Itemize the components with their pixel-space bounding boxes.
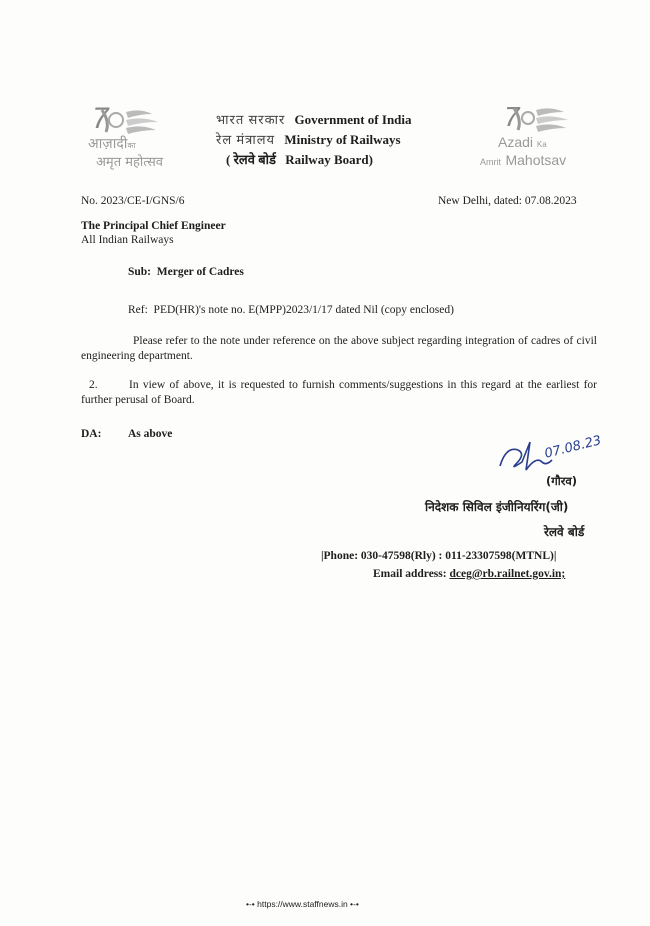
footer-watermark[interactable]: •-• https://www.staffnews.in •-• [246, 899, 359, 909]
svg-text:7: 7 [92, 102, 109, 135]
paragraph-1: Please refer to the note under reference on the above subject regarding integration of cadres of civil engineering department. [81, 335, 597, 362]
logo-left-line1-small: का [127, 141, 136, 150]
subject-line: Sub: Merger of Cadres [128, 266, 244, 278]
azadi-ka-amrit-mahotsav-logo-right [476, 102, 596, 168]
header-line-1 [216, 110, 412, 128]
signatory-name-hindi: (गौरव) [546, 474, 578, 488]
handwritten-signature [496, 433, 603, 476]
logo-right-mahotsav: Mahotsav [505, 152, 567, 168]
email-label: Email address: [373, 568, 447, 580]
header-line-2 [216, 130, 401, 148]
addressee-org: All Indian Railways [81, 234, 174, 246]
paragraph-2 [81, 378, 597, 407]
da-label: DA: [81, 428, 102, 440]
svg-text:7: 7 [504, 102, 520, 132]
paragraph-2-text: In view of above, it is requested to furnish comments/suggestions in this regard at the earliest for further perusal of Board. [81, 379, 597, 406]
signatory-designation-hindi: निदेशक सिविल इंजीनियरिंग(जी) [425, 500, 569, 514]
letter-date: New Delhi, dated: 07.08.2023 [438, 195, 577, 207]
header-government-of-india: Government of India [294, 112, 412, 127]
letter-number: No. 2023/CE-I/GNS/6 [81, 195, 185, 207]
logo-right-azadi: Azadi [498, 134, 534, 150]
header-hindi-government: भारत सरकार [216, 112, 286, 127]
azadi-ka-amrit-mahotsav-logo-left [80, 102, 190, 168]
logo-right-amrit: Amrit [480, 157, 501, 167]
email-link[interactable]: dceg@rb.railnet.gov.in; [449, 568, 566, 580]
header-ministry-of-railways: Ministry of Railways [284, 132, 401, 147]
handwritten-date: 07.08.23 [543, 433, 603, 462]
signatory-office-hindi: रेलवे बोर्ड [544, 525, 585, 539]
reference-line: Ref: PED(HR)'s note no. E(MPP)2023/1/17 dated Nil (copy enclosed) [128, 304, 454, 316]
da-value: As above [128, 428, 173, 440]
header-hindi-ministry: रेल मंत्रालय [216, 132, 276, 147]
signatory-phone: |Phone: 030-47598(Rly) : 011-23307598(MTNL)| [321, 550, 557, 562]
addressee-title: The Principal Chief Engineer [81, 220, 226, 232]
paragraph-2-number: 2. [89, 379, 98, 391]
signatory-email-line [373, 567, 565, 581]
header-line-3 [226, 150, 373, 168]
header-hindi-railway-board: ( रेलवे बोर्ड [226, 152, 276, 167]
logo-left-line2: अमृत महोत्सव [96, 155, 164, 170]
header-railway-board: Railway Board) [285, 152, 373, 167]
logo-right-ka: Ka [536, 140, 547, 149]
logo-left-line1: आज़ादी [88, 136, 128, 152]
